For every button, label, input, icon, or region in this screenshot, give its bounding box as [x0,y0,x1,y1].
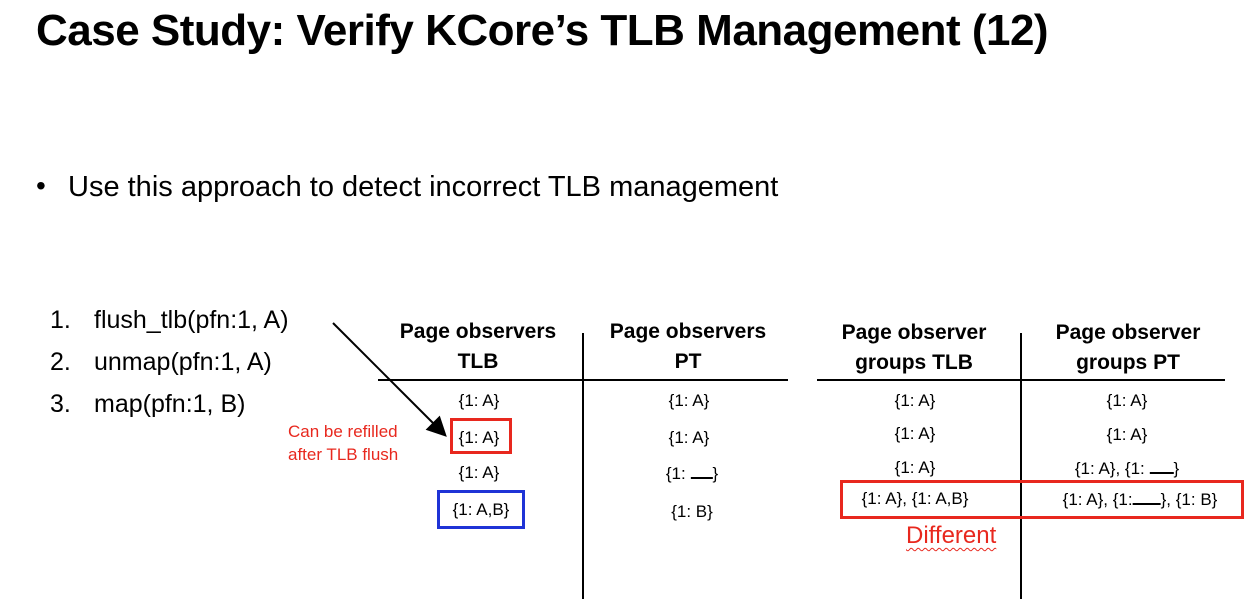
table-cell: {1: A} [1106,391,1148,410]
difference-highlight-box [840,480,1244,519]
bullet-text: Use this approach to detect incorrect TLB management [68,171,779,203]
header-groups-pt: Page observer groups PT [1055,321,1201,374]
table-cell: {1: } [665,464,719,483]
table-cell: {1: A}, {1: }, {1: B} [1062,490,1218,509]
table-cell: {1: A} [894,424,936,443]
table-divider [1020,333,1022,599]
step-item: 2. unmap(pfn:1, A) [50,348,272,376]
table-cell: {1: A} [668,428,710,447]
page-title: Case Study: Verify KCore’s TLB Management (12) [36,6,1049,55]
tlb-highlight-box [437,490,525,529]
table-cell: {1: A} [668,391,710,410]
bullet-icon: • [36,170,46,201]
refill-highlight-box [450,418,512,454]
header-observers-pt: Page observers PT [609,320,767,373]
table-cell: {1: A}, {1: } [1074,459,1180,478]
step-item: 3. map(pfn:1, B) [50,390,246,418]
header-observers-tlb: Page observers TLB [399,320,557,373]
table-cell: {1: A} [458,428,500,447]
table-cell: {1: A}, {1: A,B} [861,489,969,508]
table-cell: {1: B} [671,502,713,521]
step-item: 1. flush_tlb(pfn:1, A) [50,306,289,334]
refill-note: Can be refilled after TLB flush [288,422,399,464]
table-cell: {1: A,B} [452,500,510,519]
table-cell: {1: A} [458,463,500,482]
table-cell: {1: A} [458,391,500,410]
different-label: Different [906,522,997,549]
table-cell: {1: A} [894,458,936,477]
header-groups-tlb: Page observer groups TLB [841,321,987,374]
table-cell: {1: A} [1106,425,1148,444]
table-divider [582,333,584,599]
table-cell: {1: A} [894,391,936,410]
